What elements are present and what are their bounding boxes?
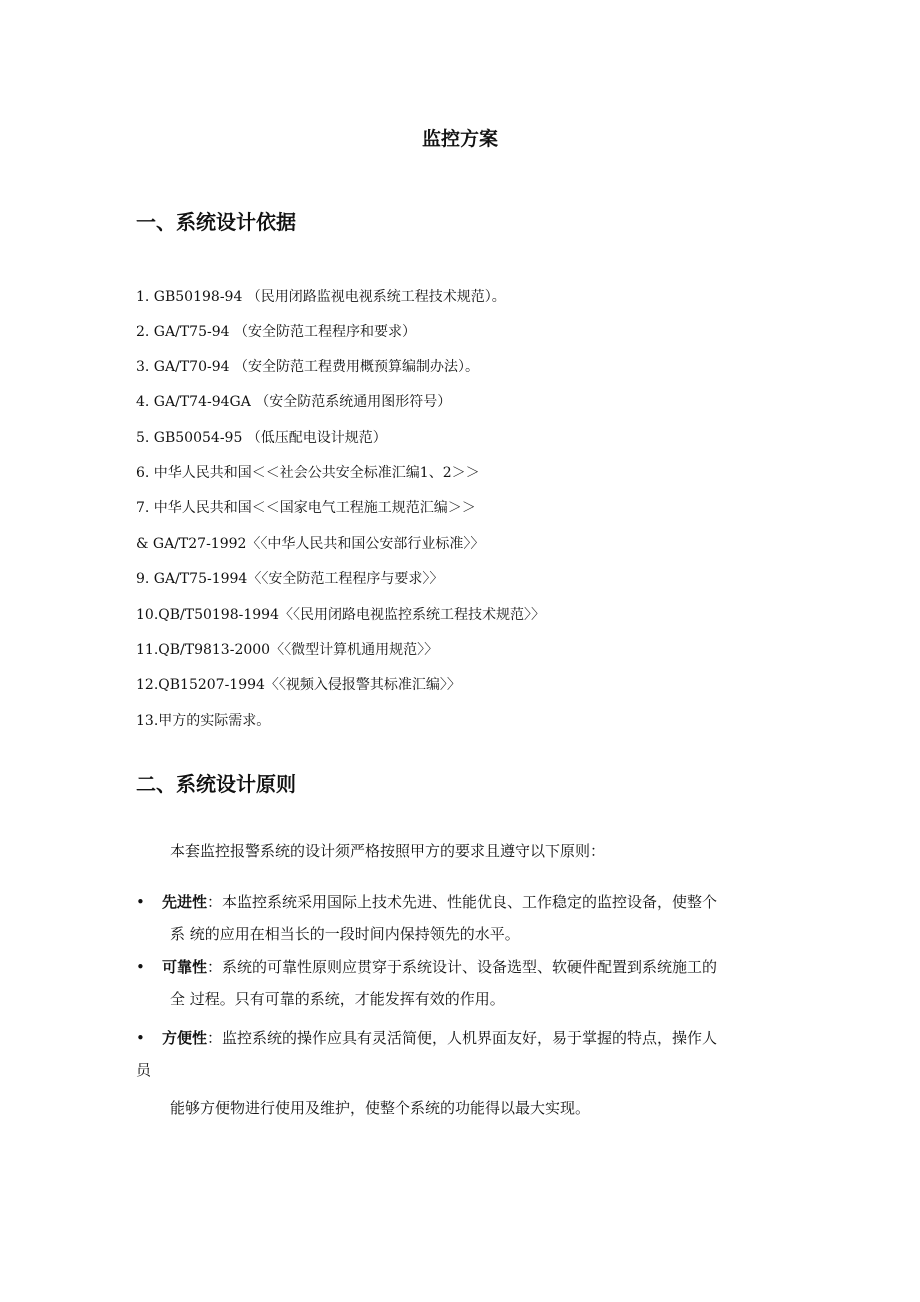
reference-item: 10.QB/T50198-1994〈〈民用闭路电视监控系统工程技术规范〉〉 bbox=[136, 607, 545, 623]
principle-term: 方便性 bbox=[162, 1029, 208, 1047]
principle-bullet bbox=[136, 956, 717, 977]
reference-item: 1. GB50198-94 （民用闭路监视电视系统工程技术规范）。 bbox=[136, 289, 506, 305]
document-title: 监控方案 bbox=[421, 128, 498, 150]
section-heading-basis: 一、系统设计依据 bbox=[136, 210, 296, 234]
reference-item: 6. 中华人民共和国＜＜社会公共安全标准汇编1、2＞＞ bbox=[136, 465, 480, 481]
principle-wrap: 员 bbox=[136, 1061, 152, 1079]
principles-intro: 本套监控报警系统的设计须严格按照甲方的要求且遵守以下原则： bbox=[170, 842, 606, 860]
principle-bullet bbox=[136, 891, 717, 912]
reference-item: 2. GA/T75-94 （安全防范工程程序和要求） bbox=[136, 324, 416, 340]
section-heading-principles: 二、系统设计原则 bbox=[136, 772, 296, 796]
principle-text: ：监控系统的操作应具有灵活简便，人机界面友好，易于掌握的特点，操作人 bbox=[207, 1029, 718, 1047]
reference-item: 3. GA/T70-94 （安全防范工程费用概预算编制办法）。 bbox=[136, 359, 479, 375]
reference-item: & GA/T27-1992〈〈中华人民共和国公安部行业标准〉〉 bbox=[136, 536, 485, 552]
reference-item: 13.甲方的实际需求。 bbox=[136, 713, 271, 729]
principle-term: 可靠性 bbox=[162, 958, 208, 976]
principle-text: ：本监控系统采用国际上技术先进、性能优良、工作稳定的监控设备，使整个 bbox=[207, 893, 718, 911]
reference-item: 12.QB15207-1994〈〈视频入侵报警其标准汇编〉〉 bbox=[136, 677, 461, 693]
principle-term: 先进性 bbox=[162, 893, 208, 911]
principle-continuation: 能够方便物进行使用及维护，使整个系统的功能得以最大实现。 bbox=[170, 1099, 591, 1117]
bullet-dot: • bbox=[136, 893, 145, 911]
reference-item: 5. GB50054-95 （低压配电设计规范） bbox=[136, 430, 387, 446]
bullet-dot: • bbox=[136, 958, 145, 976]
reference-item: 11.QB/T9813-2000〈〈微型计算机通用规范〉〉 bbox=[136, 642, 439, 658]
reference-item: 4. GA/T74-94GA （安全防范系统通用图形符号） bbox=[136, 394, 452, 410]
bullet-dot: • bbox=[136, 1029, 145, 1047]
principle-bullet bbox=[136, 1027, 717, 1048]
principle-continuation: 全 过程。只有可靠的系统，才能发挥有效的作用。 bbox=[170, 990, 505, 1008]
reference-item: 9. GA/T75-1994〈〈安全防范工程程序与要求〉〉 bbox=[136, 571, 444, 587]
reference-item: 7. 中华人民共和国＜＜国家电气工程施工规范汇编＞＞ bbox=[136, 500, 476, 516]
principle-continuation: 系 统的应用在相当长的一段时间内保持领先的水平。 bbox=[170, 925, 520, 943]
principle-text: ：系统的可靠性原则应贯穿于系统设计、设备选型、软硬件配置到系统施工的 bbox=[207, 958, 718, 976]
